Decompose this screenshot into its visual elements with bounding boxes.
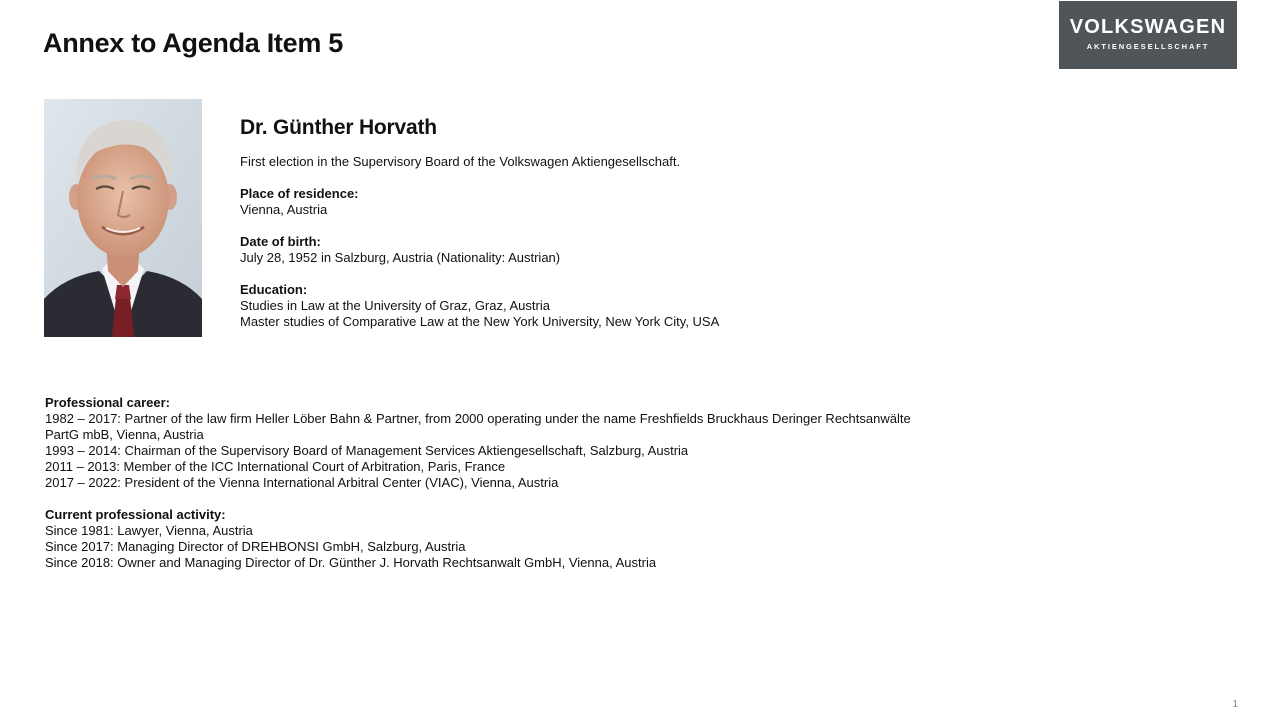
election-note: First election in the Supervisory Board of the Volkswagen Aktiengesellschaft. <box>240 154 681 169</box>
career-line: 1993 – 2014: Chairman of the Supervisory Board of Management Services Aktiengesellschaft, Salzburg, Austria <box>45 443 689 458</box>
profile-details <box>240 114 719 330</box>
residence-value: Vienna, Austria <box>240 202 328 217</box>
birth-label: Date of birth: <box>240 234 321 249</box>
education-label: Education: <box>240 282 308 297</box>
career-section <box>45 395 945 571</box>
current-activity-label: Current professional activity: <box>45 507 226 522</box>
residence-label: Place of residence: <box>240 186 359 201</box>
career-label: Professional career: <box>45 395 171 410</box>
portrait-photo <box>44 99 202 337</box>
page-title: Annex to Agenda Item 5 <box>43 28 343 58</box>
education-line: Master studies of Comparative Law at the New York University, New York City, USA <box>240 314 720 329</box>
logo-brand: VOLKSWAGEN <box>1069 16 1227 38</box>
career-line: 2017 – 2022: President of the Vienna International Arbitral Center (VIAC), Vienna, Austria <box>45 475 559 490</box>
logo-subline: AKTIENGESELLSCHAFT <box>1086 42 1210 51</box>
current-activity-line: Since 1981: Lawyer, Vienna, Austria <box>45 523 253 538</box>
volkswagen-logo <box>1059 1 1237 69</box>
education-line: Studies in Law at the University of Graz, Graz, Austria <box>240 298 550 313</box>
current-activity-line: Since 2017: Managing Director of DREHBONSI GmbH, Salzburg, Austria <box>45 539 466 554</box>
career-line: 2011 – 2013: Member of the ICC International Court of Arbitration, Paris, France <box>45 459 506 474</box>
career-line: PartG mbB, Vienna, Austria <box>45 427 204 442</box>
birth-value: July 28, 1952 in Salzburg, Austria (Nationality: Austrian) <box>240 250 561 265</box>
person-name: Dr. Günther Horvath <box>240 116 437 139</box>
page-number: 1 <box>1232 699 1238 710</box>
career-line: 1982 – 2017: Partner of the law firm Heller Löber Bahn & Partner, from 2000 operating under the name Freshfields Bruckhaus Deringer Rechtsanwälte <box>45 411 911 426</box>
current-activity-line: Since 2018: Owner and Managing Director of Dr. Günther J. Horvath Rechtsanwalt GmbH, Vienna, Austria <box>45 555 657 570</box>
